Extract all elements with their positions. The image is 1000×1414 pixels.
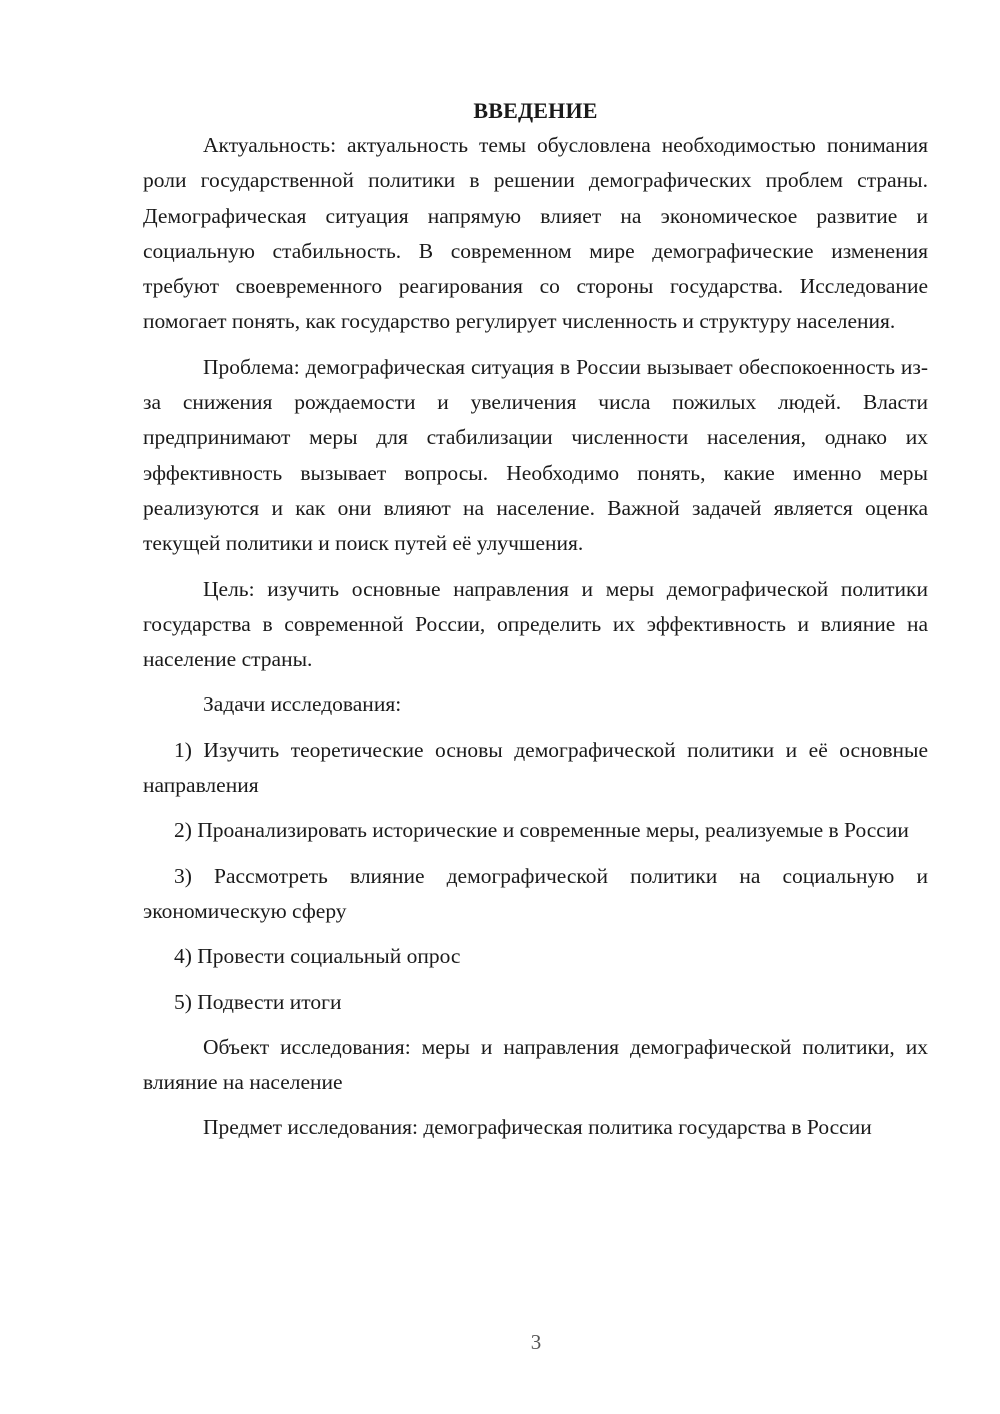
page-title: ВВЕДЕНИЕ (473, 98, 598, 123)
problem-paragraph: Проблема: демографическая ситуация в России вызывает обеспокоенность из-за снижения рождаемости и увеличения числа пожилых людей. Власти предпринимают меры для стабилизации численности населения, однако их эффективность вызывает вопросы. Необходимо понять, какие именно меры реализуются и как они влияют на население. Важной задачей является оценка текущей политики и поиск путей её улучшения. (143, 354, 928, 556)
task-item-2: 2) Проанализировать исторические и современные меры, реализуемые в России (174, 818, 909, 843)
object-paragraph: Объект исследования: меры и направления демографической политики, их влияние на население (143, 1034, 928, 1095)
document-page (143, 93, 928, 1156)
task-item-4: 4) Провести социальный опрос (174, 944, 461, 969)
page-number: 3 (530, 1330, 542, 1354)
goal-paragraph: Цель: изучить основные направления и меры демографической политики государства в современной России, определить их эффективность и влияние на население страны. (143, 576, 928, 672)
task-item-1: 1) Изучить теоретические основы демографической политики и её основные направления (143, 737, 928, 798)
task-item-5: 5) Подвести итоги (174, 989, 342, 1014)
task-item-3: 3) Рассмотреть влияние демографической политики на социальную и экономическую сферу (143, 863, 928, 923)
relevance-paragraph: Актуальность: актуальность темы обусловлена необходимостью понимания роли государственной политики в решении демографических проблем страны. Демографическая ситуация напрямую влияет на экономическое развитие и социальную стабильность. В современном мире демографические изменения требуют своевременного реагирования со стороны государства. Исследование помогает понять, как государство регулирует численность и структуру населения. (143, 133, 928, 334)
tasks-heading: Задачи исследования: (203, 692, 402, 717)
subject-paragraph: Предмет исследования: демографическая политика государства в России (203, 1115, 872, 1140)
tasks-list (143, 733, 928, 1020)
